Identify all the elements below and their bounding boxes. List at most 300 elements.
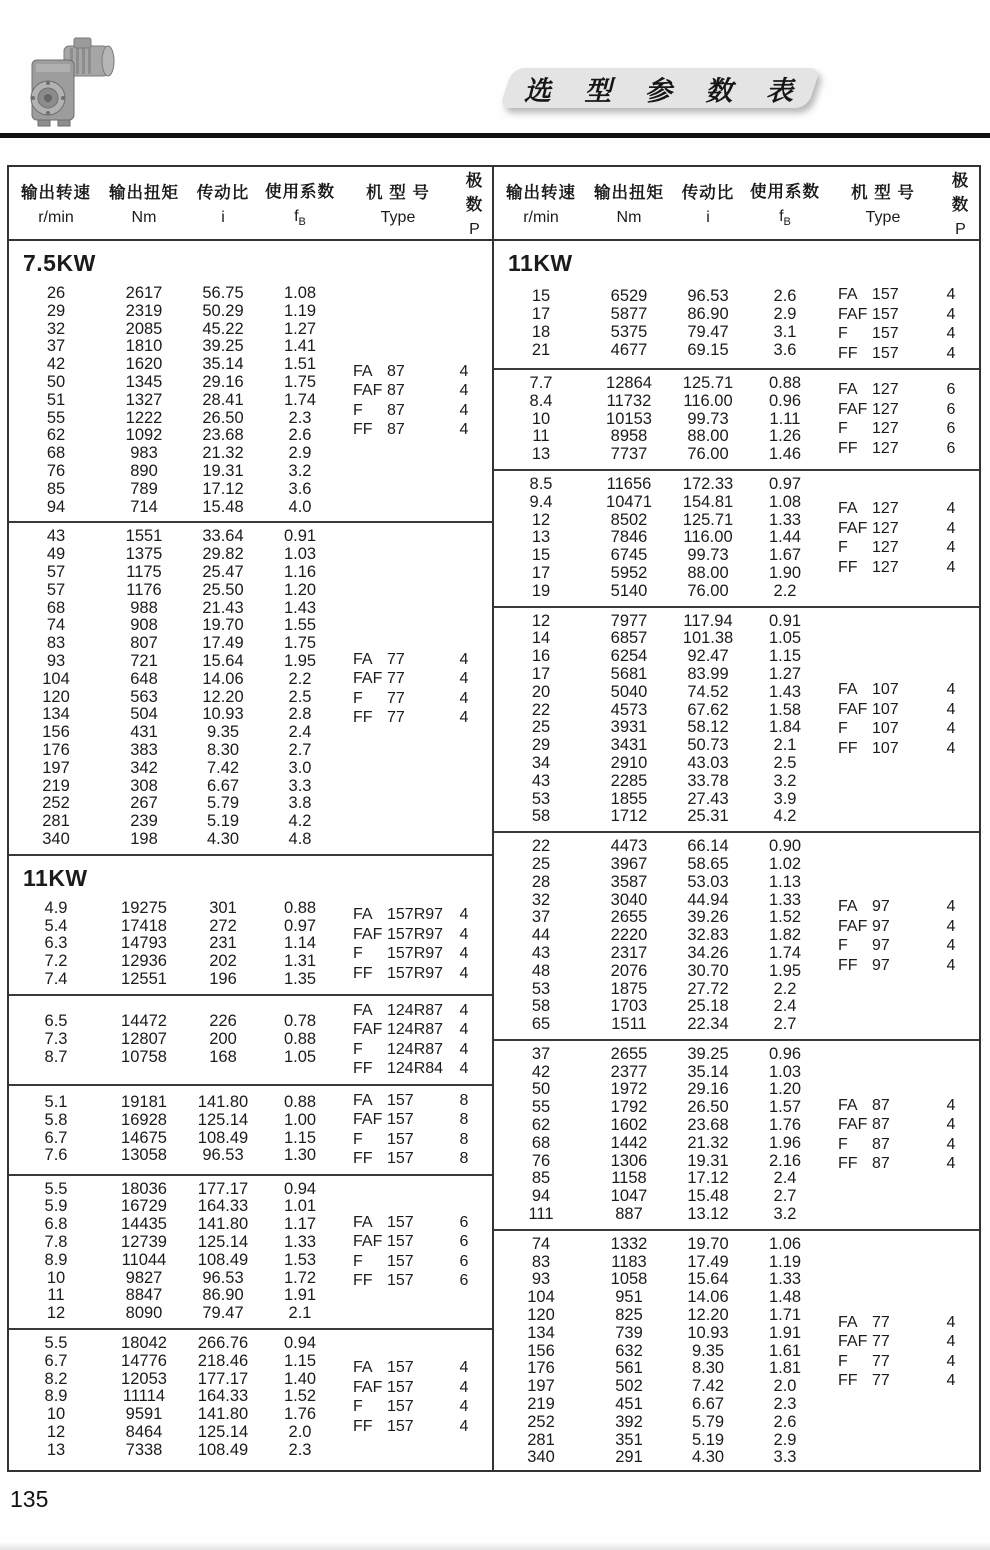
poles-value: 4 [459, 1060, 469, 1078]
poles-value: 4 [459, 382, 469, 400]
service-factor-value: 1.71 [768, 1306, 802, 1325]
torque-value: 1712 [610, 807, 648, 826]
torque-value: 342 [130, 758, 158, 777]
service-factor-value: 3.0 [288, 758, 312, 777]
header-ratio: 传动比 i [681, 184, 735, 226]
service-factor-value: 1.75 [283, 372, 317, 391]
table-row [494, 963, 824, 981]
speed-value: 8.4 [529, 391, 553, 410]
ratio-value: 25.50 [202, 580, 244, 599]
type-row [353, 1091, 482, 1111]
torque-value: 983 [130, 444, 158, 463]
service-factor-value: 1.00 [283, 1110, 317, 1129]
type-model: 124R87 [387, 1040, 444, 1058]
torque-value: 12053 [121, 1369, 167, 1388]
torque-value: 14435 [121, 1215, 167, 1234]
torque-value: 18042 [121, 1334, 167, 1353]
service-factor-value: 3.3 [288, 776, 312, 795]
type-prefix: F [353, 689, 363, 707]
torque-value: 383 [130, 740, 158, 759]
poles-value: 8 [459, 1150, 469, 1168]
ratio-value: 168 [209, 1047, 237, 1066]
type-row [838, 680, 969, 700]
poles-value: 6 [946, 381, 956, 399]
table-row [9, 546, 339, 564]
speed-value: 65 [531, 1015, 551, 1034]
speed-value: 15 [531, 287, 551, 306]
ratio-value: 43.03 [687, 753, 729, 772]
service-factor-value: 1.95 [283, 651, 317, 670]
type-model: 77 [872, 1372, 890, 1390]
type-model: 157 [387, 1359, 414, 1377]
poles-value: 4 [459, 670, 469, 688]
ratio-value: 4.30 [691, 1448, 725, 1467]
ratio-value: 29.82 [202, 545, 244, 564]
speed-value: 6.7 [44, 1128, 68, 1147]
table-row [9, 1198, 339, 1216]
service-factor-value: 1.55 [283, 616, 317, 635]
speed-value: 197 [527, 1377, 555, 1396]
speed-value: 34 [531, 753, 551, 772]
table-row [494, 613, 824, 631]
speed-value: 6.8 [44, 1215, 68, 1234]
type-row [353, 362, 482, 382]
type-list [824, 680, 979, 758]
speed-value: 120 [42, 687, 70, 706]
torque-value: 11656 [606, 474, 652, 493]
torque-value: 2655 [610, 1044, 648, 1063]
ratio-value: 14.06 [202, 669, 244, 688]
type-model: 107 [872, 700, 899, 718]
service-factor-value: 0.88 [283, 1093, 317, 1112]
service-factor-value: 1.58 [768, 700, 802, 719]
type-row [353, 708, 482, 728]
service-factor-value: 0.91 [768, 611, 802, 630]
type-prefix: FAF [838, 305, 868, 323]
type-prefix: FA [353, 1001, 373, 1019]
service-factor-value: 1.76 [768, 1116, 802, 1135]
service-factor-value: 2.0 [773, 1377, 797, 1396]
torque-value: 1855 [610, 789, 648, 808]
type-model: 87 [387, 401, 405, 419]
poles-value: 6 [459, 1213, 469, 1231]
type-row [838, 400, 969, 420]
table-row [9, 1305, 339, 1323]
service-factor-value: 1.05 [283, 1047, 317, 1066]
table-row [9, 831, 339, 849]
type-row [353, 925, 482, 945]
page-bottom-edge [0, 1542, 990, 1550]
speed-value: 44 [531, 926, 551, 945]
ratio-value: 25.47 [202, 562, 244, 581]
rating-rows [494, 1046, 824, 1224]
type-prefix: FF [353, 1150, 373, 1168]
ratio-value: 35.14 [687, 1062, 729, 1081]
type-prefix: FAF [838, 700, 868, 718]
poles-value: 4 [946, 1155, 956, 1173]
torque-value: 1972 [610, 1080, 648, 1099]
torque-value: 890 [130, 461, 158, 480]
table-row [9, 1216, 339, 1234]
ratio-value: 8.30 [691, 1359, 725, 1378]
type-row [838, 558, 969, 578]
type-list [339, 1358, 492, 1436]
type-row [838, 1371, 969, 1391]
table-row [494, 494, 824, 512]
table-row [494, 630, 824, 648]
service-factor-value: 1.74 [768, 943, 802, 962]
table-row [494, 702, 824, 720]
poles-value: 4 [946, 1116, 956, 1134]
table-row [494, 547, 824, 565]
rating-rows [494, 375, 824, 464]
table-row [9, 671, 339, 689]
gearmotor-product-image [24, 36, 126, 130]
speed-value: 104 [527, 1288, 555, 1307]
torque-value: 9827 [125, 1268, 163, 1287]
rating-group [9, 1084, 492, 1174]
type-list [824, 499, 979, 577]
table-row [9, 321, 339, 339]
type-prefix: FAF [838, 1333, 868, 1351]
ratio-value: 125.14 [197, 1233, 249, 1252]
torque-value: 1175 [126, 562, 162, 581]
service-factor-value: 1.01 [283, 1197, 317, 1216]
table-row [494, 1325, 824, 1343]
table-row [494, 1046, 824, 1064]
speed-value: 7.3 [44, 1029, 68, 1048]
torque-value: 1332 [610, 1234, 648, 1253]
service-factor-value: 1.20 [768, 1080, 802, 1099]
torque-value: 19275 [121, 898, 167, 917]
ratio-value: 86.90 [202, 1286, 244, 1305]
ratio-value: 33.78 [687, 771, 729, 790]
poles-value: 4 [946, 1333, 956, 1351]
poles-value: 4 [459, 1359, 469, 1377]
ratio-value: 17.12 [202, 479, 244, 498]
speed-value: 25 [531, 854, 551, 873]
service-factor-value: 2.4 [288, 723, 312, 742]
type-row [838, 538, 969, 558]
type-model: 97 [872, 937, 890, 954]
ratio-value: 23.68 [202, 426, 244, 445]
table-row [494, 808, 824, 826]
type-prefix: FA [353, 906, 373, 924]
service-factor-value: 1.44 [768, 528, 802, 547]
speed-value: 76 [46, 461, 66, 480]
service-factor-value: 2.6 [773, 1412, 797, 1431]
poles-value: 4 [459, 945, 469, 963]
ratio-value: 79.47 [687, 323, 729, 341]
type-model: 124R87 [387, 1021, 444, 1039]
ratio-value: 96.53 [687, 287, 729, 306]
table-row [494, 684, 824, 702]
service-factor-value: 1.43 [283, 598, 317, 617]
type-model: 127 [872, 500, 899, 518]
speed-value: 55 [46, 408, 66, 427]
type-row [353, 1130, 482, 1150]
rating-rows [9, 1013, 339, 1066]
type-prefix: FF [353, 1272, 373, 1290]
ratio-value: 86.90 [687, 305, 729, 324]
service-factor-value: 1.16 [283, 562, 317, 581]
service-factor-value: 2.4 [773, 1169, 797, 1188]
torque-value: 1306 [610, 1151, 648, 1170]
service-factor-value: 1.19 [768, 1252, 802, 1271]
type-model: 157 [387, 1398, 414, 1416]
type-row [838, 439, 969, 459]
table-row [9, 971, 339, 989]
torque-value: 5681 [610, 664, 648, 683]
speed-value: 58 [531, 807, 551, 826]
ratio-value: 164.33 [197, 1197, 249, 1216]
ratio-value: 50.73 [687, 736, 729, 755]
speed-value: 62 [46, 426, 66, 445]
torque-value: 7338 [125, 1440, 163, 1459]
type-row [838, 1352, 969, 1372]
table-row [494, 874, 824, 892]
service-factor-value: 3.6 [773, 340, 797, 359]
type-row [353, 905, 482, 925]
ratio-value: 14.06 [687, 1288, 729, 1307]
ratio-value: 30.70 [687, 961, 729, 980]
type-model: 157 [387, 1213, 414, 1231]
torque-value: 18036 [121, 1179, 167, 1198]
torque-value: 2655 [610, 908, 648, 927]
type-row [353, 964, 482, 984]
service-factor-value: 1.95 [768, 961, 802, 980]
poles-value: 4 [946, 1313, 956, 1331]
speed-value: 17 [531, 563, 551, 582]
type-prefix: FA [353, 650, 373, 668]
type-model: 157R97 [387, 945, 444, 963]
ratio-value: 9.35 [206, 723, 240, 742]
type-prefix: FA [353, 1359, 373, 1377]
service-factor-value: 1.46 [768, 445, 802, 464]
torque-value: 1875 [610, 979, 648, 998]
poles-value: 4 [459, 964, 469, 982]
type-list [824, 1313, 979, 1391]
speed-value: 7.8 [44, 1233, 68, 1252]
type-row [838, 1313, 969, 1333]
table-row [494, 1188, 824, 1206]
speed-value: 8.9 [44, 1387, 68, 1406]
torque-value: 12739 [121, 1233, 167, 1252]
table-row [494, 856, 824, 874]
poles-value: 4 [459, 1021, 469, 1039]
torque-value: 13058 [121, 1146, 167, 1165]
ratio-value: 12.20 [202, 687, 244, 706]
speed-value: 43 [531, 943, 551, 962]
ratio-value: 266.76 [197, 1334, 249, 1353]
torque-value: 1375 [125, 545, 163, 564]
torque-value: 5375 [610, 323, 648, 341]
header-service-factor: 使用系数 $f_B$ [265, 182, 335, 229]
type-row [838, 324, 969, 344]
rating-group [9, 895, 492, 994]
table-row [9, 635, 339, 653]
torque-value: 8502 [610, 510, 648, 529]
poles-value: 4 [946, 898, 956, 915]
ratio-value: 125.14 [197, 1423, 249, 1442]
torque-value: 1327 [125, 390, 163, 409]
ratio-value: 92.47 [687, 647, 729, 666]
speed-value: 156 [527, 1341, 555, 1360]
ratio-value: 17.49 [202, 634, 244, 653]
torque-value: 6857 [610, 629, 648, 648]
poles-value: 4 [459, 925, 469, 943]
ratio-value: 39.25 [202, 337, 244, 356]
type-model: 97 [872, 956, 890, 974]
torque-value: 2317 [610, 943, 648, 962]
type-model: 77 [872, 1333, 890, 1351]
service-factor-value: 3.2 [773, 771, 797, 790]
service-factor-value: 4.2 [288, 812, 312, 831]
rating-rows [494, 613, 824, 827]
type-list [824, 897, 979, 975]
torque-value: 1442 [610, 1133, 648, 1152]
type-model: 157R97 [387, 964, 444, 982]
torque-value: 10153 [606, 409, 652, 428]
type-list [339, 362, 492, 440]
speed-value: 4.9 [44, 898, 68, 917]
speed-value: 10 [46, 1268, 66, 1287]
ratio-value: 19.70 [687, 1234, 729, 1253]
speed-value: 49 [46, 545, 66, 564]
service-factor-value: 1.48 [768, 1288, 802, 1307]
ratio-value: 116.00 [683, 528, 733, 547]
service-factor-value: 2.4 [773, 997, 797, 1016]
table-row [494, 1271, 824, 1289]
type-model: 124R87 [387, 1001, 444, 1019]
torque-value: 16729 [121, 1197, 167, 1216]
torque-value: 10471 [606, 492, 652, 511]
speed-value: 10 [531, 409, 551, 428]
torque-value: 504 [130, 705, 158, 724]
table-row [9, 392, 339, 410]
ratio-value: 28.41 [202, 390, 244, 409]
ratio-value: 39.26 [687, 908, 729, 927]
service-factor-value: 1.51 [283, 355, 317, 374]
type-model: 127 [872, 519, 899, 537]
torque-value: 308 [130, 776, 158, 795]
type-model: 87 [387, 421, 405, 439]
table-body-right [494, 241, 979, 1470]
speed-value: 11 [532, 427, 550, 446]
type-list [824, 380, 979, 458]
type-prefix: FF [838, 1155, 858, 1173]
torque-value: 1222 [125, 408, 163, 427]
table-row [494, 909, 824, 927]
type-model: 127 [872, 558, 899, 576]
speed-value: 22 [531, 837, 551, 856]
speed-value: 134 [42, 705, 70, 724]
ratio-value: 45.22 [202, 319, 244, 338]
type-prefix: F [838, 1352, 848, 1370]
ratio-value: 5.19 [691, 1430, 725, 1449]
table-header [9, 167, 492, 241]
table-row [9, 1406, 339, 1424]
torque-value: 7737 [610, 445, 648, 464]
type-prefix: FF [353, 964, 373, 982]
torque-value: 887 [615, 1205, 643, 1224]
table-row [494, 565, 824, 583]
service-factor-value: 2.2 [288, 669, 312, 688]
speed-value: 5.1 [44, 1093, 68, 1112]
table-row [9, 953, 339, 971]
ratio-value: 101.38 [682, 629, 734, 648]
poles-value: 4 [946, 286, 956, 303]
rating-rows [9, 1335, 339, 1460]
ratio-value: 74.52 [687, 682, 729, 701]
service-factor-value: 2.7 [288, 740, 312, 759]
ratio-value: 35.14 [202, 355, 244, 374]
torque-value: 8847 [125, 1286, 163, 1305]
speed-value: 6.3 [44, 934, 68, 953]
speed-value: 252 [42, 794, 70, 813]
table-row [494, 1117, 824, 1135]
ratio-value: 226 [209, 1011, 237, 1030]
table-row [9, 463, 339, 481]
ratio-value: 8.30 [206, 740, 240, 759]
service-factor-value: 1.20 [283, 580, 317, 599]
torque-value: 7846 [610, 528, 648, 547]
rating-group [494, 280, 979, 368]
type-prefix: FA [838, 1313, 858, 1331]
speed-value: 83 [531, 1252, 551, 1271]
type-prefix: F [838, 420, 848, 438]
table-row [9, 338, 339, 356]
table-row [9, 1335, 339, 1353]
type-model: 157 [872, 286, 899, 303]
type-row [838, 897, 969, 917]
ratio-value: 10.93 [202, 705, 244, 724]
speed-value: 94 [46, 497, 66, 516]
type-prefix: FA [838, 286, 858, 303]
ratio-value: 141.80 [197, 1093, 249, 1112]
service-factor-value: 1.52 [768, 908, 802, 927]
header-divider-rule [0, 133, 990, 138]
ratio-value: 13.12 [687, 1205, 729, 1224]
service-factor-value: 2.3 [288, 408, 312, 427]
torque-value: 714 [130, 497, 158, 516]
table-row [9, 285, 339, 303]
ratio-value: 116.00 [683, 391, 733, 410]
speed-value: 19 [531, 581, 551, 600]
rating-rows [494, 1236, 824, 1467]
speed-value: 68 [46, 444, 66, 463]
table-row [494, 1343, 824, 1361]
poles-value: 6 [946, 439, 956, 457]
ratio-value: 83.99 [687, 664, 729, 683]
torque-value: 951 [615, 1288, 643, 1307]
table-row [9, 481, 339, 499]
ratio-value: 76.00 [687, 581, 729, 600]
torque-value: 239 [130, 812, 158, 831]
speed-value: 93 [46, 651, 66, 670]
ratio-value: 108.49 [197, 1128, 249, 1147]
speed-value: 22 [531, 700, 551, 719]
torque-value: 16928 [121, 1110, 167, 1129]
ratio-value: 21.32 [687, 1133, 729, 1152]
torque-value: 739 [615, 1323, 643, 1342]
ratio-value: 19.70 [202, 616, 244, 635]
ratio-value: 7.42 [206, 758, 240, 777]
speed-value: 57 [46, 562, 66, 581]
type-prefix: F [838, 720, 848, 738]
service-factor-value: 1.74 [283, 390, 317, 409]
table-row [9, 900, 339, 918]
